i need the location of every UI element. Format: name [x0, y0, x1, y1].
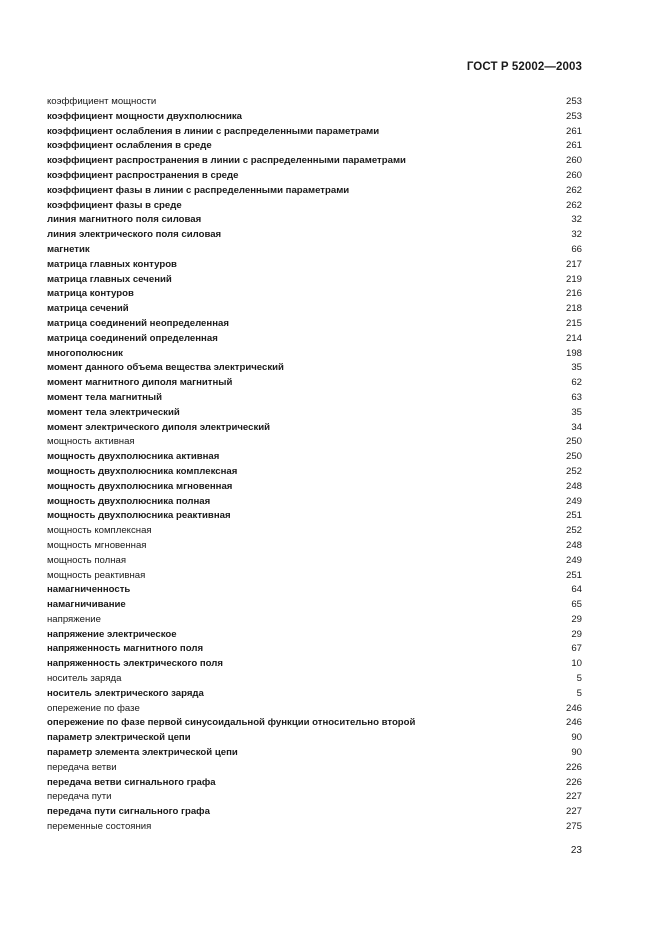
index-term: мощность двухполюсника мгновенная: [47, 480, 233, 492]
index-term: намагниченность: [47, 584, 131, 596]
index-entry: [47, 642, 582, 657]
index-entry: [47, 598, 582, 613]
term-index-list: [47, 95, 582, 835]
index-term: мощность комплексная: [47, 525, 152, 537]
index-entry: [47, 820, 582, 835]
index-term: напряжение: [47, 613, 101, 625]
index-entry: [47, 302, 582, 317]
index-page-ref: 260: [565, 169, 582, 181]
index-page-ref: 262: [565, 184, 582, 196]
index-entry: [47, 347, 582, 362]
index-page-ref: 218: [565, 303, 582, 315]
index-page-ref: 217: [565, 258, 582, 270]
index-term: коэффициент распространения в среде: [47, 169, 239, 181]
index-entry: [47, 317, 582, 332]
index-entry: [47, 258, 582, 273]
index-term: момент магнитного диполя магнитный: [47, 377, 233, 389]
index-term: переменные состояния: [47, 821, 152, 833]
index-entry: [47, 361, 582, 376]
page-number: 23: [570, 845, 582, 856]
index-page-ref: 90: [571, 732, 582, 744]
index-term: мощность реактивная: [47, 569, 146, 581]
index-page-ref: 261: [565, 125, 582, 137]
document-code: ГОСТ Р 52002—2003: [466, 61, 582, 73]
index-term: магнетик: [47, 243, 90, 255]
index-term: коэффициент мощности: [47, 96, 157, 107]
index-term: коэффициент фазы в среде: [47, 199, 182, 211]
index-page-ref: 34: [571, 421, 582, 433]
index-entry: [47, 376, 582, 391]
index-term: матрица контуров: [47, 288, 134, 300]
index-page-ref: 63: [571, 391, 582, 403]
index-page-ref: 32: [571, 214, 582, 226]
index-term: матрица соединений неопределенная: [47, 317, 229, 329]
index-page-ref: 90: [571, 747, 582, 759]
index-term: напряженность магнитного поля: [47, 643, 204, 655]
index-entry: [47, 139, 582, 154]
index-entry: [47, 125, 582, 140]
index-term: напряжение электрическое: [47, 628, 177, 640]
index-term: матрица соединений определенная: [47, 332, 218, 344]
index-entry: [47, 199, 582, 214]
index-page-ref: 260: [565, 155, 582, 167]
index-page-ref: 261: [565, 140, 582, 152]
index-entry: [47, 569, 582, 584]
index-term: коэффициент фазы в линии с распределенными параметрами: [47, 184, 350, 196]
index-entry: [47, 539, 582, 554]
index-entry: [47, 435, 582, 450]
index-entry: [47, 480, 582, 495]
index-entry: [47, 273, 582, 288]
index-term: коэффициент ослабления в среде: [47, 140, 212, 152]
index-term: опережение по фазе: [47, 702, 140, 714]
index-page-ref: 226: [565, 776, 582, 788]
index-page-ref: 251: [565, 510, 582, 522]
index-entry: [47, 154, 582, 169]
index-term: момент электрического диполя электрический: [47, 421, 271, 433]
index-entry: [47, 776, 582, 791]
index-entry: [47, 583, 582, 598]
index-term: коэффициент распространения в линии с распределенными параметрами: [47, 155, 406, 167]
index-term: мощность мгновенная: [47, 539, 147, 551]
index-term: передача ветви: [47, 761, 117, 773]
index-page-ref: 250: [565, 436, 582, 448]
index-page-ref: 198: [565, 347, 582, 359]
index-term: матрица сечений: [47, 303, 129, 315]
index-page-ref: 214: [565, 332, 582, 344]
index-entry: [47, 790, 582, 805]
index-term: параметр электрической цепи: [47, 732, 191, 744]
index-page-ref: 215: [565, 317, 582, 329]
index-term: линия магнитного поля силовая: [47, 214, 202, 226]
index-page-ref: 262: [565, 199, 582, 211]
index-page-ref: 35: [571, 406, 582, 418]
index-entry: [47, 746, 582, 761]
index-term: мощность двухполюсника реактивная: [47, 510, 231, 522]
index-entry: [47, 450, 582, 465]
index-page-ref: 29: [571, 613, 582, 625]
index-page-ref: 253: [565, 110, 582, 122]
index-term: мощность активная: [47, 436, 135, 448]
index-entry: [47, 613, 582, 628]
index-page-ref: 32: [571, 229, 582, 241]
index-term: мощность двухполюсника комплексная: [47, 465, 238, 477]
index-page-ref: 66: [571, 243, 582, 255]
index-entry: [47, 731, 582, 746]
index-entry: [47, 687, 582, 702]
index-page-ref: 251: [565, 569, 582, 581]
index-entry: [47, 184, 582, 199]
index-page-ref: 227: [565, 791, 582, 803]
index-page-ref: 65: [571, 599, 582, 611]
index-entry: [47, 213, 582, 228]
index-page-ref: 275: [565, 821, 582, 833]
index-term: мощность двухполюсника активная: [47, 451, 220, 463]
index-entry: [47, 391, 582, 406]
index-entry: [47, 805, 582, 820]
index-term: намагничивание: [47, 599, 126, 611]
index-page-ref: 216: [565, 288, 582, 300]
index-term: передача ветви сигнального графа: [47, 776, 216, 788]
index-term: линия электрического поля силовая: [47, 229, 222, 241]
index-page-ref: 5: [576, 673, 582, 685]
index-page-ref: 67: [571, 643, 582, 655]
index-term: матрица главных сечений: [47, 273, 172, 285]
index-entry: [47, 406, 582, 421]
index-term: параметр элемента электрической цепи: [47, 747, 238, 759]
index-page-ref: 253: [565, 96, 582, 107]
index-term: опережение по фазе первой синусоидальной функции относительно второй: [47, 717, 416, 729]
index-entry: [47, 465, 582, 480]
index-entry: [47, 554, 582, 569]
index-term: коэффициент ослабления в линии с распределенными параметрами: [47, 125, 380, 137]
index-term: матрица главных контуров: [47, 258, 177, 270]
index-term: коэффициент мощности двухполюсника: [47, 110, 243, 122]
index-entry: [47, 716, 582, 731]
index-page-ref: 64: [571, 584, 582, 596]
index-page-ref: 10: [571, 658, 582, 670]
index-entry: [47, 332, 582, 347]
index-entry: [47, 169, 582, 184]
index-term: передача пути: [47, 791, 112, 803]
index-entry: [47, 524, 582, 539]
index-term: носитель заряда: [47, 673, 122, 685]
index-entry: [47, 672, 582, 687]
index-page-ref: 226: [565, 761, 582, 773]
index-entry: [47, 243, 582, 258]
index-page-ref: 249: [565, 495, 582, 507]
index-entry: [47, 702, 582, 717]
index-term: мощность двухполюсника полная: [47, 495, 211, 507]
index-entry: [47, 628, 582, 643]
index-entry: [47, 95, 582, 110]
index-term: многополюсник: [47, 347, 123, 359]
index-entry: [47, 421, 582, 436]
index-page-ref: 246: [565, 717, 582, 729]
index-term: момент тела электрический: [47, 406, 180, 418]
index-entry: [47, 509, 582, 524]
index-page-ref: 248: [565, 480, 582, 492]
index-term: напряженность электрического поля: [47, 658, 223, 670]
index-entry: [47, 761, 582, 776]
index-page-ref: 249: [565, 554, 582, 566]
index-page-ref: 246: [565, 702, 582, 714]
index-page-ref: 250: [565, 451, 582, 463]
index-page-ref: 29: [571, 628, 582, 640]
index-term: передача пути сигнального графа: [47, 806, 210, 818]
index-entry: [47, 657, 582, 672]
index-page-ref: 248: [565, 539, 582, 551]
index-entry: [47, 228, 582, 243]
index-entry: [47, 287, 582, 302]
index-entry: [47, 495, 582, 510]
index-page-ref: 62: [571, 377, 582, 389]
index-page-ref: 252: [565, 525, 582, 537]
index-page-ref: 219: [565, 273, 582, 285]
index-page-ref: 5: [576, 687, 582, 699]
index-page-ref: 227: [565, 806, 582, 818]
index-term: носитель электрического заряда: [47, 687, 204, 699]
index-page-ref: 35: [571, 362, 582, 374]
index-term: момент тела магнитный: [47, 391, 163, 403]
index-entry: [47, 110, 582, 125]
index-term: момент данного объема вещества электрический: [47, 362, 284, 374]
index-page-ref: 252: [565, 465, 582, 477]
index-term: мощность полная: [47, 554, 127, 566]
